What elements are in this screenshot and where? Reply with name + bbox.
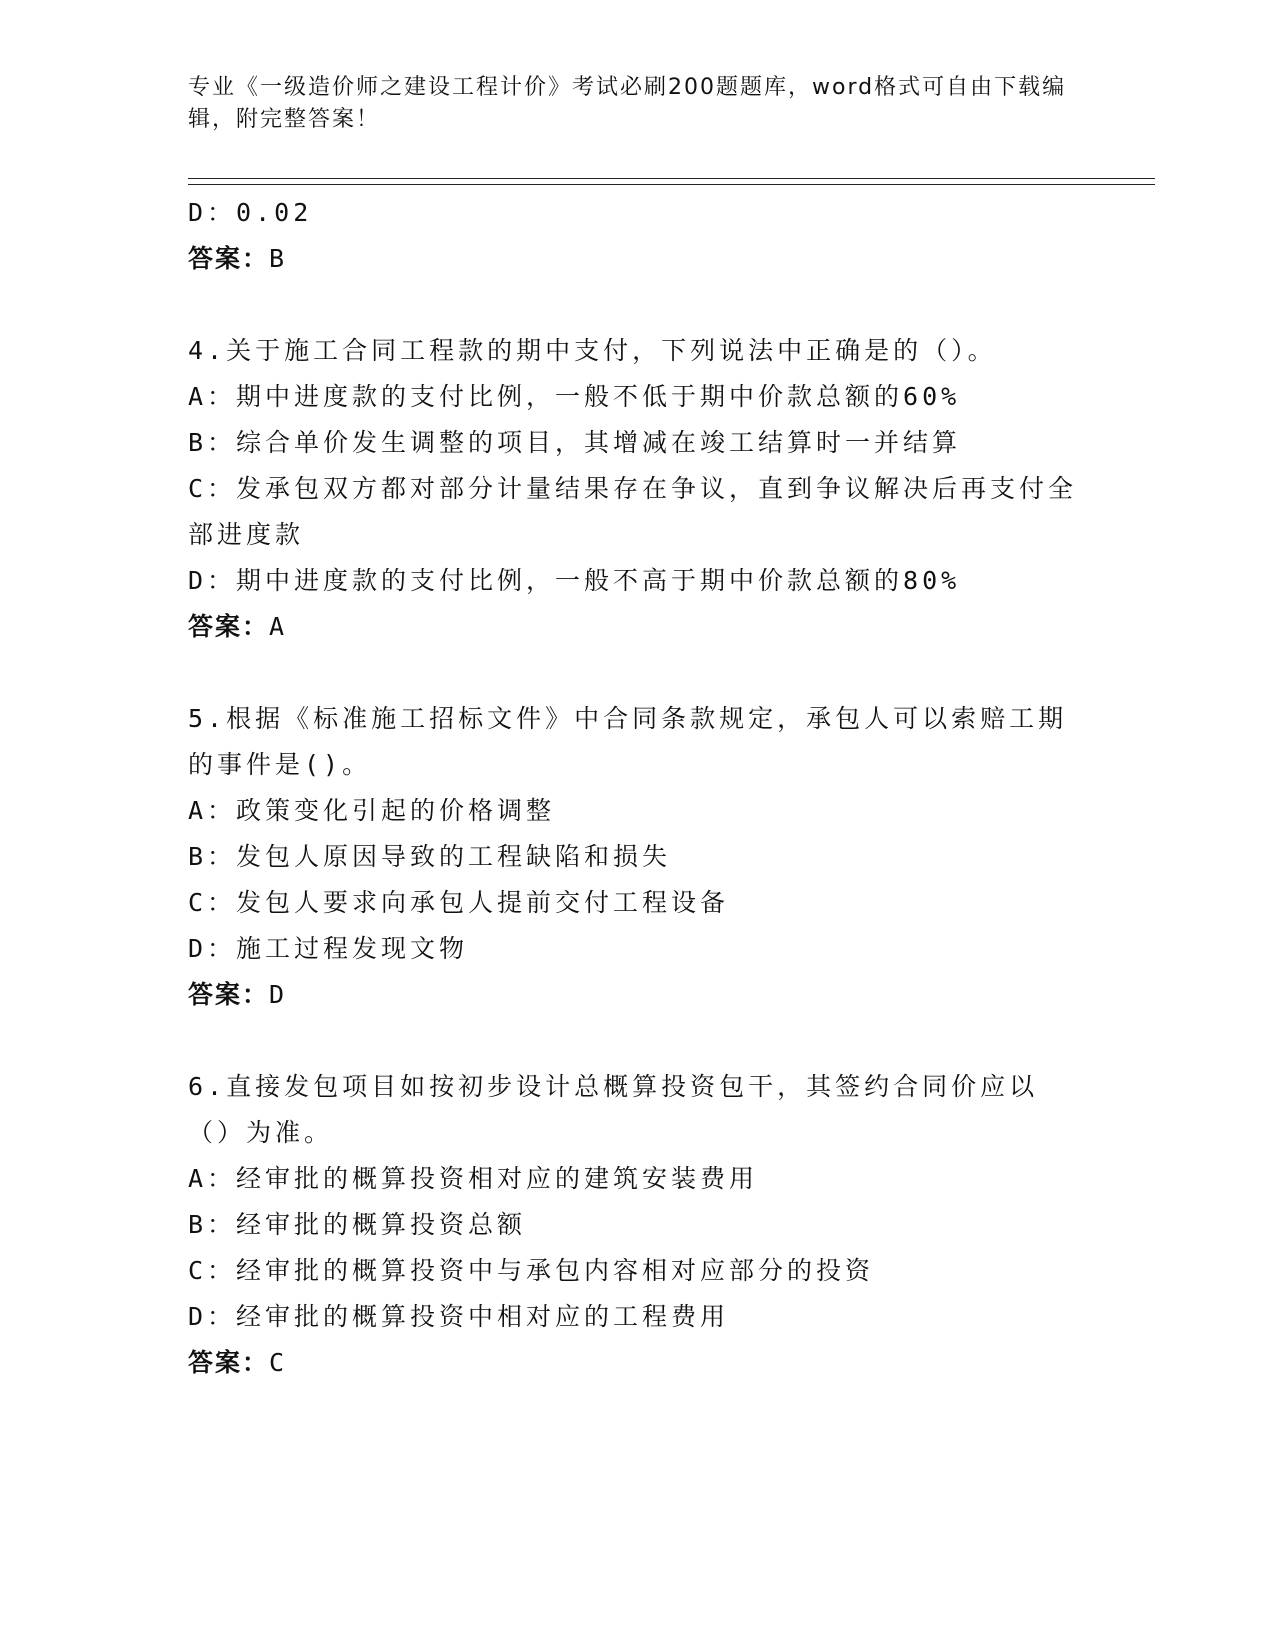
answer-value: C: [269, 1348, 287, 1377]
question-stem: 4.关于施工合同工程款的期中支付，下列说法中正确是的（）。: [188, 336, 997, 365]
answer-line: [188, 972, 1088, 1018]
answer-label: 答案：: [188, 980, 270, 1009]
option-d: D：0.02: [188, 198, 313, 227]
header-text: 专业《一级造价师之建设工程计价》考试必刷200题题库，word格式可自由下载编辑，附完整答案！: [188, 75, 1067, 132]
document-body: [188, 190, 1088, 1386]
answer-label: 答案：: [188, 612, 270, 641]
option-c: C：经审批的概算投资中与承包内容相对应部分的投资: [188, 1256, 875, 1285]
header-divider: [188, 178, 1155, 185]
option-c: C：发包人要求向承包人提前交付工程设备: [188, 888, 730, 917]
option-a: A：期中进度款的支付比例，一般不低于期中价款总额的60%: [188, 382, 961, 411]
question-4: [188, 328, 1088, 650]
answer-value: D: [269, 980, 287, 1009]
question-6: [188, 1064, 1088, 1386]
previous-question-tail: [188, 190, 1088, 282]
option-a: A：政策变化引起的价格调整: [188, 796, 556, 825]
question-5: [188, 696, 1088, 1018]
option-d: D：经审批的概算投资中相对应的工程费用: [188, 1302, 730, 1331]
page-header: [188, 72, 1068, 136]
question-stem: 6.直接发包项目如按初步设计总概算投资包干，其签约合同价应以（）为准。: [188, 1072, 1039, 1147]
option-c: C：发承包双方都对部分计量结果存在争议，直到争议解决后再支付全部进度款: [188, 474, 1078, 549]
option-b: B：经审批的概算投资总额: [188, 1210, 527, 1239]
answer-line: [188, 236, 1088, 282]
question-stem: 5.根据《标准施工招标文件》中合同条款规定，承包人可以索赔工期的事件是()。: [188, 704, 1068, 779]
answer-line: [188, 1340, 1088, 1386]
option-a: A：经审批的概算投资相对应的建筑安装费用: [188, 1164, 759, 1193]
answer-line: [188, 604, 1088, 650]
option-b: B：综合单价发生调整的项目，其增减在竣工结算时一并结算: [188, 428, 962, 457]
answer-label: 答案：: [188, 244, 270, 273]
answer-label: 答案：: [188, 1348, 270, 1377]
option-b: B：发包人原因导致的工程缺陷和损失: [188, 842, 672, 871]
option-d: D：施工过程发现文物: [188, 934, 469, 963]
option-d: D：期中进度款的支付比例，一般不高于期中价款总额的80%: [188, 566, 961, 595]
answer-value: B: [269, 244, 287, 273]
answer-value: A: [269, 612, 287, 641]
